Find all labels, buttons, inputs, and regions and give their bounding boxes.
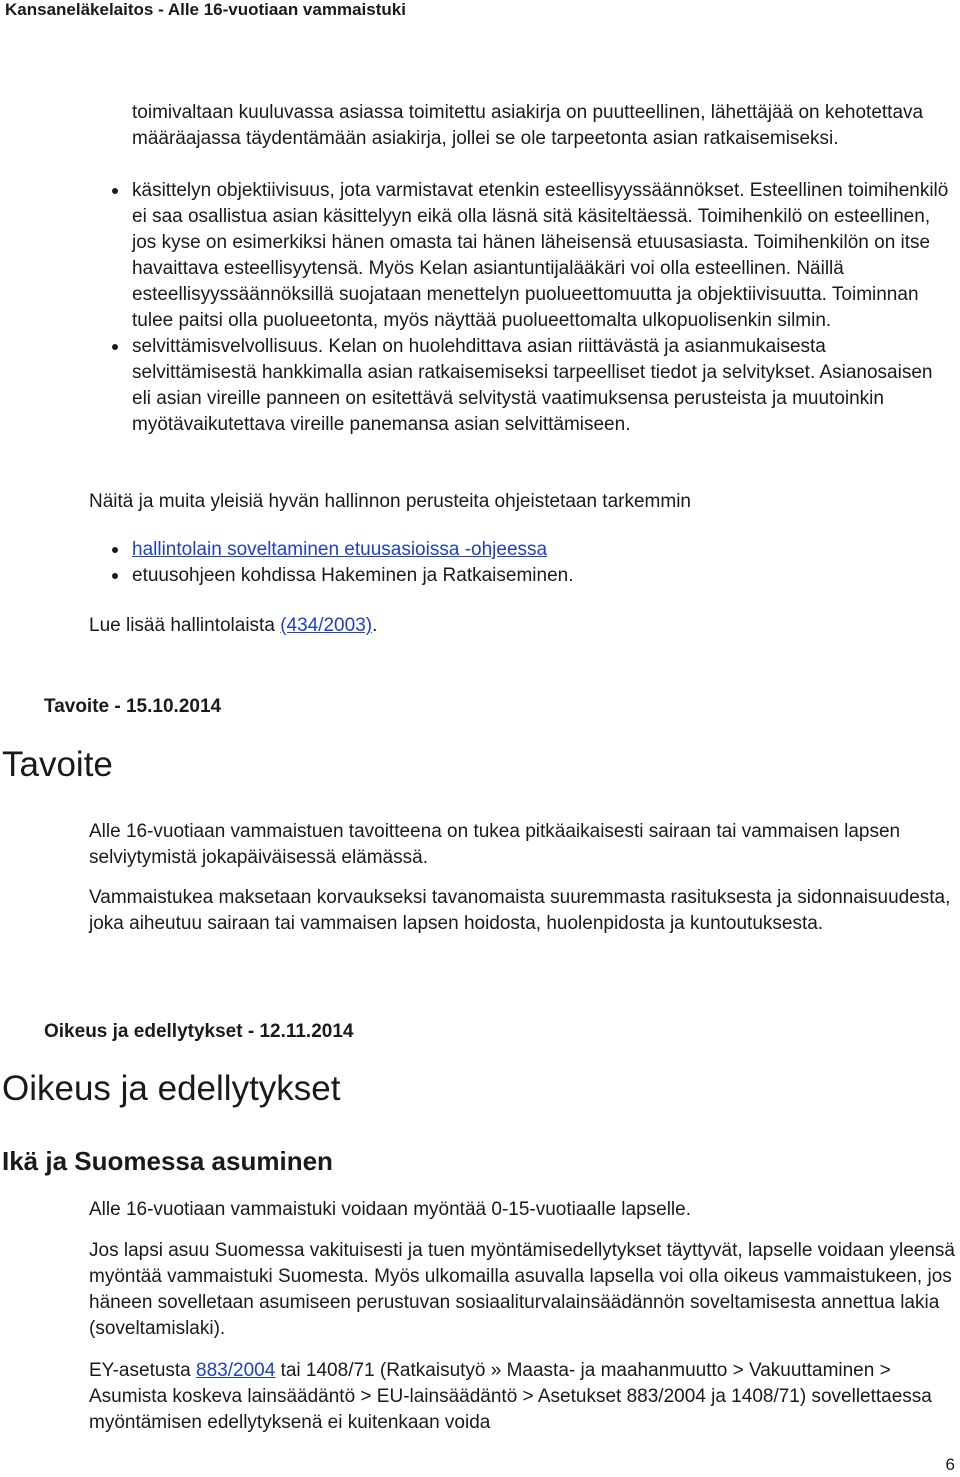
oikeus-paragraph-3 [89, 1358, 955, 1436]
bullet-icon [112, 547, 118, 553]
list-item-text: etuusohjeen kohdissa Hakeminen ja Ratkaiseminen. [132, 565, 574, 586]
continued-paragraph: toimivaltaan kuuluvassa asiassa toimitettu asiakirja on puutteellinen, lähettäjää on kehotettava määräajassa täydentämään asiakirja, jollei se ole tarpeetonta asian ratkaisemiseksi. [132, 102, 924, 149]
oikeus-heading: Oikeus ja edellytykset [2, 1069, 341, 1108]
hallintolaki-link[interactable]: (434/2003) [280, 615, 373, 636]
list-item [89, 178, 955, 334]
list-item-text: selvittämisvelvollisuus. Kelan on huolehdittava asian riittävästä ja asianmukaisesta selvittämisestä hankkimalla asian ratkaisemiseksi tarpeelliset tiedot ja selvitykset. Asianosaisen eli asian vireille panneen on esitettävä selvitystä vaatimuksensa perusteista ja muutoinkin myötävaikutettava vireille panemansa asian selvittämiseen. [132, 336, 933, 435]
list-item [89, 563, 955, 589]
list-item-text: käsittelyn objektiivisuus, jota varmistavat etenkin esteellisyyssäännökset. Esteellinen toimihenkilö ei saa osallistua asian käsittelyyn eikä olla läsnä sitä käsiteltäessä. Toimihenkilö on esteellinen, jos kyse on esimerkiksi hänen omasta tai hänen läheisensä etuusasiasta. Toimihenkilön on itse havaittava esteellisyytensä. Myös Kelan asiantuntijalääkäri voi olla esteellinen. Näillä esteellisyyssäännöksillä suojataan menettelyn puolueettomuutta ja objektiivisuutta. Toiminnan tulee paitsi olla puolueetonta, myös näyttää puolueettomalta ulkopuolisenkin silmin. [132, 180, 949, 331]
oikeus-paragraph-2: Jos lapsi asuu Suomessa vakituisesti ja tuen myöntämisedellytykset täyttyvät, lapselle voidaan yleensä myöntää vammaistuki Suomesta. Myös ulkomailla asuvalla lapsella voi olla oikeus vammaistukeen, jos häneen sovelletaan asumiseen perustuvan sosiaaliturvalainsäädännön soveltamisesta annettua lakia (soveltamislaki). [89, 1240, 955, 1339]
hallintolaki-guide-link[interactable]: hallintolain soveltaminen etuusasioissa -ohjeessa [132, 539, 548, 560]
oikeus-paragraph-1: Alle 16-vuotiaan vammaistuki voidaan myöntää 0-15-vuotiaalle lapselle. [89, 1199, 691, 1220]
bullet-icon [112, 188, 118, 194]
read-more-prefix: Lue lisää hallintolaista [89, 615, 281, 636]
bullet-icon [112, 573, 118, 579]
principles-list [89, 178, 955, 438]
bullet-icon [112, 344, 118, 350]
page-header-title: Kansaneläkelaitos - Alle 16-vuotiaan vammaistuki [5, 0, 406, 19]
regulation-883-link[interactable]: 883/2004 [196, 1360, 276, 1381]
read-more [89, 613, 955, 639]
paragraph-3-prefix: EY-asetusta [89, 1360, 197, 1381]
oikeus-date-heading: Oikeus ja edellytykset - 12.11.2014 [44, 1021, 354, 1042]
paragraph-3-suffix: tai 1408/71 (Ratkaisutyö » Maasta- ja maahanmuutto > Vakuuttaminen > Asumista koskeva lainsäädäntö > EU-lainsäädäntö > Asetukset 883/2004 ja 1408/71) sovellettaessa myöntämisen edellytyksenä ei kuitenkaan voida [89, 1360, 932, 1433]
page-number: 6 [945, 1455, 955, 1474]
tavoite-date-heading: Tavoite - 15.10.2014 [44, 696, 222, 717]
read-more-suffix: . [372, 615, 378, 636]
ika-asuminen-subheading: Ikä ja Suomessa asuminen [2, 1146, 333, 1176]
tavoite-paragraph-2: Vammaistukea maksetaan korvaukseksi tavanomaista suuremmasta rasituksesta ja sidonnaisuudesta, joka aiheutuu sairaan tai vammaisen lapsen hoidosta, huolenpidosta ja kuntoutuksesta. [89, 887, 951, 934]
tavoite-heading: Tavoite [2, 745, 113, 784]
guidance-intro: Näitä ja muita yleisiä hyvän hallinnon perusteita ohjeistetaan tarkemmin [89, 491, 691, 512]
guidance-list [89, 537, 955, 589]
list-item [89, 334, 955, 438]
tavoite-paragraph-1: Alle 16-vuotiaan vammaistuen tavoitteena on tukea pitkäaikaisesti sairaan tai vammaisen lapsen selviytymistä jokapäiväisessä elämässä. [89, 821, 901, 868]
list-item [89, 537, 955, 563]
